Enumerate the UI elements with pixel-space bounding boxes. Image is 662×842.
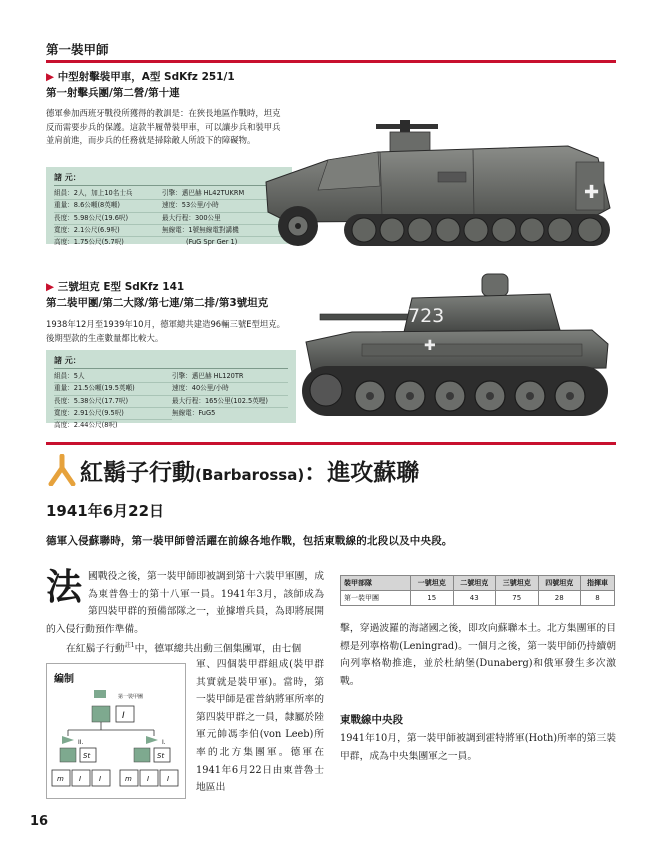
org-regiment-box xyxy=(116,706,134,722)
spec-item: 引擎：邁巴赫 HL42TUKRM xyxy=(162,188,284,200)
road-wheels xyxy=(352,218,602,242)
org-hq-box xyxy=(92,706,110,722)
spec-item: 無線電：1號無線電對講機 xyxy=(162,225,284,237)
org-top-label: 第一裝甲團 xyxy=(118,694,144,700)
storage-bin xyxy=(438,172,466,182)
svg-text:I: I xyxy=(79,775,82,783)
org-chart-label: 編制 xyxy=(54,674,74,685)
dropcap: 法 xyxy=(46,566,83,608)
turret-number: 723 xyxy=(408,305,445,327)
spec-item: 引擎：邁巴赫 HL120TR xyxy=(172,371,288,383)
svg-text:I: I xyxy=(167,775,170,783)
spec-item: 最大行程：165公里(102.5英哩) xyxy=(172,396,288,408)
red-triangle-icon: ▶ xyxy=(46,71,58,83)
vehicle1-spec-box xyxy=(46,167,292,247)
svg-text:St: St xyxy=(157,752,165,760)
drive-sprocket xyxy=(310,374,342,406)
body-column2-paragraph-2: 1941年10月，第一裝甲師被調到霍特將軍(Hoth)所率的第三裝甲群，成為中央集團軍之一員。 xyxy=(340,733,616,762)
page-number: 16 xyxy=(30,814,49,829)
svg-text:II.: II. xyxy=(78,739,84,746)
page-header-title: 第一裝甲師 xyxy=(46,42,109,57)
spec-item: 長度：5.38公尺(17.7呎) xyxy=(54,396,172,408)
table-cell: 43 xyxy=(453,591,496,606)
header-rule xyxy=(46,60,616,63)
section-lead: 德軍入侵蘇聯時，第一裝甲師曾活躍在前線各地作戰，包括東戰線的北段以及中央段。 xyxy=(46,535,453,547)
table-header-cell: 四號坦克 xyxy=(538,576,581,591)
svg-text:I: I xyxy=(147,775,150,783)
halftrack-hull xyxy=(266,146,610,222)
table-cell: 第一裝甲團 xyxy=(341,591,411,606)
spec-item: 寬度：2.1公尺(6.9呎) xyxy=(54,225,162,237)
vehicle2-title: ▶ 三號坦克 E型 SdKfz 141 xyxy=(46,281,185,293)
vehicle1-title: ▶ 中型射擊裝甲車，A型 SdKfz 251/1 xyxy=(46,71,235,83)
section-title: 紅鬍子行動(Barbarossa)：進攻蘇聯 xyxy=(80,460,420,486)
spec-item: 最大行程：300公里 xyxy=(162,213,284,225)
table-header-cell: 裝甲部隊 xyxy=(341,576,411,591)
spec-item: 速度：40公里/小時 xyxy=(172,383,288,395)
red-triangle-icon: ▶ xyxy=(46,281,58,293)
tank-strength-table xyxy=(340,575,615,606)
body-column2-paragraph-1: 擊，穿過波羅的海諸國之後，即攻向蘇聯本土。北方集團軍的目標是列寧格勒(Leningrad)。一個月之後，第一裝甲師仍持續朝向列寧格勒推進，並於杜納堡(Dunaberg)和俄軍發生多次激戰。 xyxy=(340,623,616,687)
vehicle2-description: 1938年12月至1939年10月，德軍總共建造96輛三號E型坦克。後期型款的生產數量都比較大。 xyxy=(46,319,286,343)
balkenkreuz-marking: ✚ xyxy=(424,338,436,354)
table-header-row xyxy=(341,576,615,591)
svg-text:I: I xyxy=(122,711,125,721)
table-row xyxy=(341,591,615,606)
spec-item: 高度：1.75公尺(5.7呎) xyxy=(54,238,124,247)
bn-flag-icon xyxy=(62,736,74,744)
vehicle1-description: 德軍參加西班牙戰役所獲得的教訓是：在狹長地區作戰時，坦克反而需要步兵的保護。這款半履帶裝甲車，可以讓步兵和裝甲兵並肩前進，而步兵的任務就是掃除敵人所設下的障礙物。 xyxy=(46,108,281,145)
spec-item: 速度：53公里/小時 xyxy=(162,200,284,212)
table-cell: 15 xyxy=(411,591,454,606)
balkenkreuz-marking: ✚ xyxy=(584,182,600,203)
table-cell: 8 xyxy=(581,591,615,606)
svg-text:I.: I. xyxy=(162,739,166,746)
footnote-marker: 註1 xyxy=(124,642,135,649)
spec-item: 長度：5.98公尺(19.6呎) xyxy=(54,213,162,225)
halftrack-illustration xyxy=(258,112,620,252)
vehicle2-spec-box xyxy=(46,350,296,430)
panzer-iii-illustration xyxy=(292,268,618,430)
army-insignia-icon xyxy=(48,454,76,486)
vehicle2-subtitle: 第二裝甲團/第二大隊/第七連/第二排/第3號坦克 xyxy=(46,297,269,309)
spec-heading: 諸 元： xyxy=(54,355,288,369)
body-paragraph-1: 法國戰役之後，第一裝甲師即被調到第十六裝甲軍團，成為東普魯士的第十八軍一員。1941年3月，該師成為第四裝甲群的預備部隊之一，並據增兵員，為即將展開的入侵行動預作準備。 xyxy=(46,566,324,635)
spec-item: 重量：8.6公噸(8英噸) xyxy=(54,200,162,212)
section-date: 1941年6月22日 xyxy=(46,502,165,520)
subheading-central-front: 東戰線中央段 xyxy=(340,714,403,726)
spec-item: 重量：21.5公噸(19.5英噸) xyxy=(54,383,172,395)
hq-flag-icon xyxy=(94,690,106,698)
table-cell: 75 xyxy=(496,591,539,606)
spec-item: 組員：5人 xyxy=(54,371,172,383)
spec-item: (FuG Spr Ger 1) xyxy=(186,238,238,247)
commander-cupola xyxy=(482,274,508,296)
spec-heading: 諸 元： xyxy=(54,172,284,186)
spec-item: 組員：2人，加上10名士兵 xyxy=(54,188,162,200)
bn-flag-icon xyxy=(146,736,158,744)
vehicle1-subtitle: 第一射擊兵團/第二營/第十連 xyxy=(46,87,180,99)
table-cell: 28 xyxy=(538,591,581,606)
svg-text:m: m xyxy=(57,775,64,783)
table-header-cell: 二號坦克 xyxy=(453,576,496,591)
table-header-cell: 指揮車 xyxy=(581,576,615,591)
table-header-cell: 一號坦克 xyxy=(411,576,454,591)
svg-text:St: St xyxy=(83,752,91,760)
body-paragraph-2-side: 軍、四個裝甲群組成(裝甲群其實就是裝甲軍)。當時，第一裝甲師是霍普納將軍所率的第四裝甲群之一員，隸屬於陸軍元帥馮李伯(von Leeb)所率的北方集團軍。德軍在1941年6月22日由東普魯士地區出 xyxy=(196,659,324,794)
spec-item: 高度：2.44公尺(8呎) xyxy=(54,421,118,430)
svg-text:I: I xyxy=(99,775,102,783)
section-rule xyxy=(46,442,616,445)
body-paragraph-2-start: 在紅鬍子行動$^{註1}$中，德軍總共出動三個集團軍，由七個 xyxy=(66,642,302,655)
table-header-cell: 三號坦克 xyxy=(496,576,539,591)
org-chart-diagram xyxy=(48,686,184,796)
spec-item: 無線電：FuG5 xyxy=(172,408,216,417)
spec-item: 寬度：2.91公尺(9.5呎) xyxy=(54,408,172,420)
svg-text:m: m xyxy=(125,775,132,783)
